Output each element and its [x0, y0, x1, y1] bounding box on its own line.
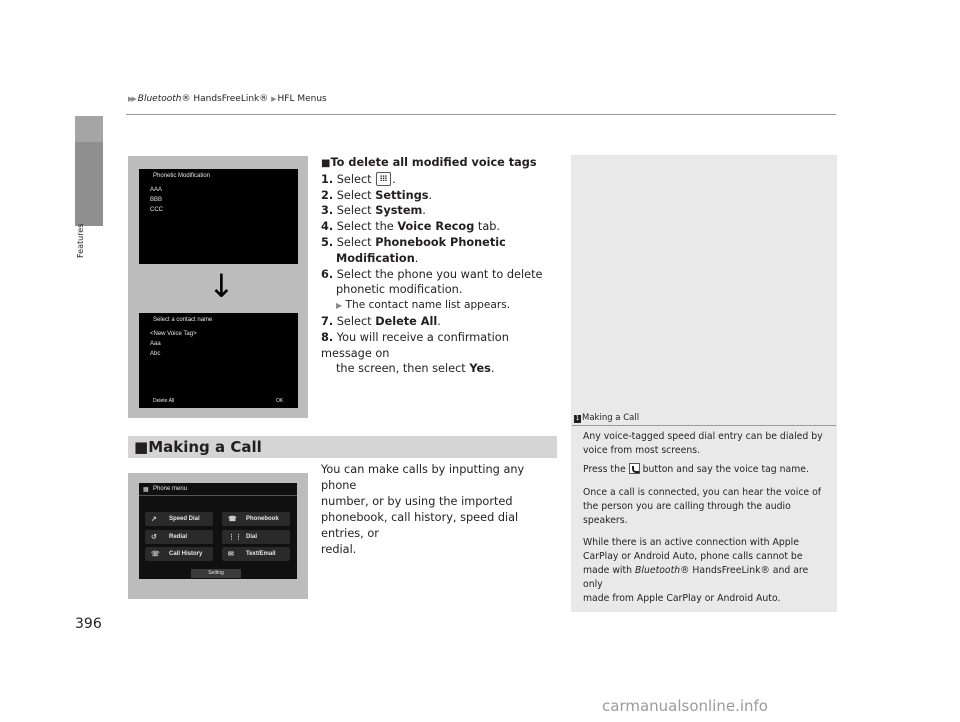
phonebook-icon: ☎ — [228, 516, 237, 523]
header-rule — [126, 114, 836, 115]
home-icon — [376, 172, 391, 186]
result-arrow-icon: ▶ — [336, 301, 343, 311]
breadcrumb-handsfreelink: ® HandsFreeLink® — [181, 94, 269, 104]
breadcrumb-bluetooth: Bluetooth — [137, 94, 182, 104]
contact-item: Aaa — [150, 341, 161, 347]
note-body — [583, 430, 829, 611]
phone-menu-screen — [139, 483, 297, 579]
contact-item: <New Voice Tag> — [150, 331, 197, 337]
side-tab-label: Features — [76, 223, 85, 258]
contact-item: Abc — [150, 351, 161, 357]
contact-item: AAA — [150, 187, 163, 193]
breadcrumb-arrow-icon: ▶▶ — [128, 95, 135, 103]
screen-title: Select a contact name — [153, 317, 213, 323]
keypad-icon: ⋮⋮ — [228, 534, 242, 541]
ok-label: OK — [276, 398, 284, 404]
delete-all-label: Delete All — [153, 398, 175, 404]
redial-button: ↺ Redial — [145, 530, 213, 544]
step-3: 3. Select System. — [321, 204, 426, 218]
contact-item: CCC — [150, 207, 163, 213]
phone-menu-title: Phone menu — [153, 486, 188, 492]
phonetic-screenshot-panel — [128, 156, 308, 418]
step-6-result: ▶ The contact name list appears. — [336, 299, 511, 312]
dial-button: ⋮⋮ Dial — [222, 530, 290, 544]
step-6: 6. Select the phone you want to delete — [321, 267, 543, 281]
breadcrumb-arrow-icon: ▶ — [271, 95, 275, 103]
making-call-body: You can make calls by inputting any phone number, or by using the imported phonebook, call history, speed dial entries, or redial. — [321, 463, 525, 556]
step-7: 7. Select Delete All. — [321, 314, 441, 328]
redial-icon: ↺ — [151, 534, 157, 541]
phonetic-modification-screen — [139, 169, 298, 264]
note-rule — [572, 425, 836, 426]
section-title: ■Making a Call — [134, 438, 262, 456]
step-8: 8. You will receive a confirmation message on — [321, 330, 509, 360]
envelope-icon: ✉ — [228, 551, 234, 558]
speed-dial-button: ↗ Speed Dial — [145, 512, 213, 526]
step-1: 1. Select . — [321, 172, 396, 186]
page-number: 396 — [75, 616, 102, 632]
talk-button-icon — [629, 463, 640, 474]
side-tab-dark — [75, 142, 103, 226]
speed-dial-icon: ↗ — [151, 516, 157, 523]
call-history-icon: ☏ — [151, 551, 160, 558]
watermark[interactable]: carmanualsonline.info — [602, 697, 768, 715]
phonebook-button: ☎ Phonebook — [222, 512, 290, 526]
breadcrumb-hfl-menus: HFL Menus — [277, 94, 327, 104]
making-call-section-bar — [128, 436, 557, 458]
select-contact-screen — [139, 313, 298, 408]
step-5-cont: Modification. — [336, 251, 419, 265]
setting-button: Setting — [191, 569, 241, 578]
contact-item: BBB — [150, 197, 163, 203]
note-badge-icon: 1 — [575, 415, 580, 422]
step-5: 5. Select Phonebook Phonetic — [321, 235, 506, 249]
phone-menu-screenshot-panel — [128, 473, 308, 599]
step-6-cont: phonetic modification. — [336, 283, 463, 297]
step-4: 4. Select the Voice Recog tab. — [321, 220, 501, 234]
step-8-cont: the screen, then select Yes. — [336, 362, 495, 376]
menu-grid-icon: ▦ — [143, 487, 149, 493]
note-paragraph: Any voice-tagged speed dial entry can be dialed by voice from most screens. — [583, 431, 823, 456]
down-arrow-icon: ↓ — [208, 267, 235, 305]
heading-square-icon: ■ — [321, 158, 331, 169]
note-paragraph: Press the button and say the voice tag name. — [583, 463, 809, 475]
steps-heading: ■To delete all modified voice tags — [321, 156, 537, 169]
section-square-icon: ■ — [134, 438, 149, 456]
note-title: 1 Making a Call — [575, 413, 640, 423]
text-email-button: ✉ Text/Email — [222, 547, 290, 561]
delete-voice-tags-steps — [321, 155, 563, 377]
screen-title: Phonetic Modification — [153, 173, 211, 179]
side-tab-light — [75, 116, 103, 142]
breadcrumb — [128, 94, 327, 104]
call-history-button: ☏ Call History — [145, 547, 213, 561]
note-paragraph: While there is an active connection with Apple CarPlay or Android Auto, phone calls cannot be made with Bluetooth® HandsFreeLink® and are only made from Apple CarPlay or Android Auto. — [583, 537, 809, 605]
phone-menu-header — [139, 483, 297, 496]
note-paragraph: Once a call is connected, you can hear the voice of the person you are calling through the audio speakers. — [583, 486, 822, 526]
step-2: 2. Select Settings. — [321, 188, 433, 202]
